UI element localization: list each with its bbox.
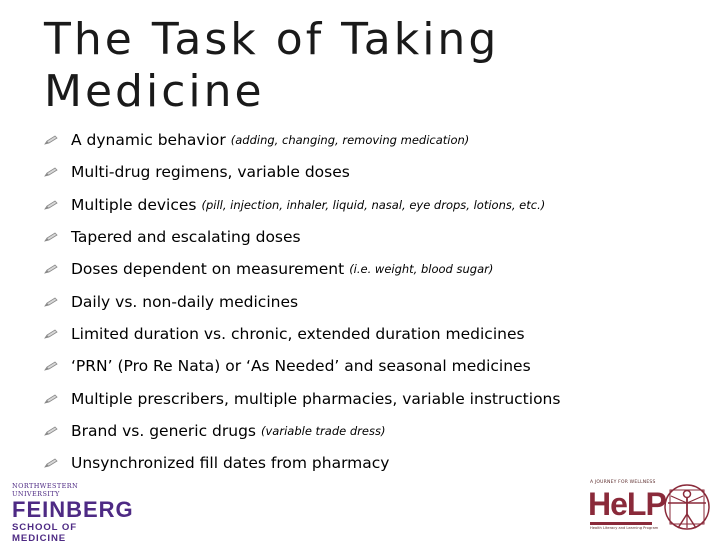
slide-title: The Task of Taking Medicine: [44, 14, 500, 117]
bullet-text: Unsynchronized fill dates from pharmacy: [71, 454, 390, 473]
bullet-item: [44, 189, 704, 221]
bullet-text: Multiple prescribers, multiple pharmacies, variable instructions: [71, 389, 561, 408]
bullet-text: Tapered and escalating doses: [71, 228, 301, 247]
pencil-bullet-icon: [44, 167, 58, 177]
bullet-text: Doses dependent on measurement: [71, 260, 345, 279]
bullet-text: A dynamic behavior: [71, 131, 226, 150]
bullet-text: Multiple devices: [71, 195, 197, 214]
pencil-bullet-icon: [44, 361, 58, 371]
bullet-text: Limited duration vs. chronic, extended duration medicines: [71, 324, 525, 343]
bullet-list: [44, 124, 704, 479]
help-wordmark: HeLP: [588, 486, 666, 522]
northwestern-university-label: NORTHWESTERN UNIVERSITY: [12, 482, 79, 498]
feinberg-wordmark: FEINBERG: [12, 497, 134, 522]
bullet-note: (i.e. weight, blood sugar): [349, 262, 494, 277]
pencil-bullet-icon: [44, 232, 58, 242]
help-tagline-top: A JOURNEY FOR WELLNESS: [590, 480, 656, 485]
bullet-note: (adding, changing, removing medication): [230, 133, 470, 148]
help-logo: [586, 480, 716, 532]
help-tagline-bottom: Health Literacy and Learning Program: [590, 526, 659, 530]
bullet-item: [44, 124, 704, 156]
bullet-text: Daily vs. non-daily medicines: [71, 292, 299, 311]
pencil-bullet-icon: [44, 394, 58, 404]
bullet-item: [44, 350, 704, 382]
help-underline: [590, 522, 652, 525]
pencil-bullet-icon: [44, 458, 58, 468]
bullet-note: (variable trade dress): [261, 423, 386, 438]
bullet-item: [44, 318, 704, 350]
bullet-text: Multi-drug regimens, variable doses: [71, 163, 350, 182]
pencil-bullet-icon: [44, 135, 58, 145]
bullet-item: [44, 447, 704, 479]
vitruvian-man-icon: [662, 482, 712, 532]
pencil-bullet-icon: [44, 297, 58, 307]
bullet-text: Brand vs. generic drugs: [71, 421, 257, 440]
pencil-bullet-icon: [44, 329, 58, 339]
bullet-text: ‘PRN’ (Pro Re Nata) or ‘As Needed’ and seasonal medicines: [71, 357, 531, 376]
bullet-item: [44, 285, 704, 317]
feinberg-logo: [12, 482, 134, 544]
school-of-medicine-label: SCHOOL OF MEDICINE: [12, 522, 77, 544]
bullet-item: [44, 156, 704, 188]
pencil-bullet-icon: [44, 426, 58, 436]
bullet-item: [44, 382, 704, 414]
bullet-item: [44, 253, 704, 285]
bullet-item: [44, 415, 704, 447]
pencil-bullet-icon: [44, 200, 58, 210]
bullet-note: (pill, injection, inhaler, liquid, nasal, eye drops, lotions, etc.): [201, 197, 546, 212]
bullet-item: [44, 221, 704, 253]
pencil-bullet-icon: [44, 264, 58, 274]
